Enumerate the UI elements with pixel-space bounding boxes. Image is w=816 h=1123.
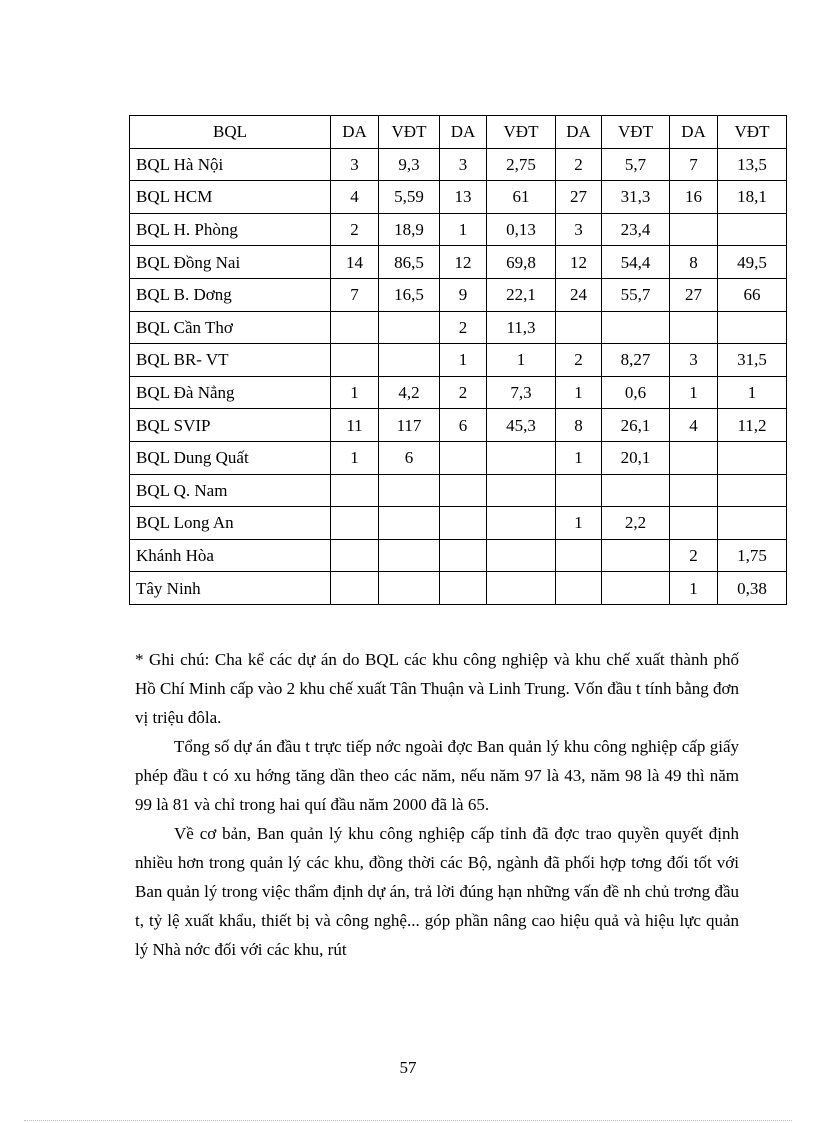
- table-cell: [379, 311, 440, 344]
- project-table: [129, 115, 787, 605]
- table-body: [130, 148, 787, 604]
- table-cell: 1: [331, 441, 379, 474]
- table-cell: 1: [440, 344, 487, 377]
- table-row: [130, 246, 787, 279]
- table-cell: 1: [556, 376, 602, 409]
- row-label-cell: BQL Q. Nam: [130, 474, 331, 507]
- table-cell: 5,7: [602, 148, 670, 181]
- table-cell: [487, 507, 556, 540]
- row-label-cell: BQL H. Phòng: [130, 213, 331, 246]
- header-cell: DA: [670, 116, 718, 149]
- header-cell: BQL: [130, 116, 331, 149]
- table-cell: [379, 572, 440, 605]
- table-cell: [440, 572, 487, 605]
- table-cell: 8: [556, 409, 602, 442]
- row-label-cell: BQL Đà Nẳng: [130, 376, 331, 409]
- table-cell: 18,1: [718, 181, 787, 214]
- header-cell: DA: [440, 116, 487, 149]
- table-cell: [556, 572, 602, 605]
- table-cell: 1: [556, 507, 602, 540]
- table-cell: 3: [440, 148, 487, 181]
- table-cell: 5,59: [379, 181, 440, 214]
- table-cell: [670, 311, 718, 344]
- table-cell: 6: [440, 409, 487, 442]
- table-cell: 4,2: [379, 376, 440, 409]
- table-cell: [331, 311, 379, 344]
- table-row: [130, 148, 787, 181]
- table-cell: 31,3: [602, 181, 670, 214]
- table-cell: 49,5: [718, 246, 787, 279]
- page-number: 57: [399, 1058, 417, 1077]
- table-cell: 2: [440, 311, 487, 344]
- table-row: [130, 213, 787, 246]
- table-cell: 3: [556, 213, 602, 246]
- table-cell: 0,38: [718, 572, 787, 605]
- table-row: [130, 474, 787, 507]
- table-cell: 16,5: [379, 278, 440, 311]
- table-cell: 20,1: [602, 441, 670, 474]
- table-cell: [487, 539, 556, 572]
- table-cell: 1: [331, 376, 379, 409]
- table-cell: [331, 572, 379, 605]
- table-cell: 1: [440, 213, 487, 246]
- table-cell: [331, 539, 379, 572]
- header-cell: VĐT: [379, 116, 440, 149]
- table-cell: [556, 311, 602, 344]
- table-row: [130, 507, 787, 540]
- table-row: [130, 344, 787, 377]
- table-cell: [331, 507, 379, 540]
- table-cell: 3: [331, 148, 379, 181]
- table-cell: 23,4: [602, 213, 670, 246]
- row-label-cell: BQL Hà Nội: [130, 148, 331, 181]
- table-cell: 2: [331, 213, 379, 246]
- table-cell: 12: [556, 246, 602, 279]
- table-cell: [602, 572, 670, 605]
- table-cell: 11: [331, 409, 379, 442]
- table-cell: 0,13: [487, 213, 556, 246]
- table-cell: 8: [670, 246, 718, 279]
- table-cell: 7: [670, 148, 718, 181]
- row-label-cell: Tây Ninh: [130, 572, 331, 605]
- table-cell: 8,27: [602, 344, 670, 377]
- table-cell: [440, 441, 487, 474]
- header-cell: VĐT: [487, 116, 556, 149]
- table-cell: 7,3: [487, 376, 556, 409]
- table-cell: [718, 441, 787, 474]
- table-cell: [379, 507, 440, 540]
- table-cell: [440, 507, 487, 540]
- paragraph: Tổng số dự án đầu t trực tiếp nớc ngoài đợc Ban quản lý khu công nghiệp cấp giấy phép đầu t có xu hớng tăng dần theo các năm, nếu năm 97 là 43, năm 98 là 49 thì năm 99 là 81 và chỉ trong hai quí đầu năm 2000 đã là 65.: [135, 737, 739, 814]
- table-row: [130, 441, 787, 474]
- table-cell: [718, 311, 787, 344]
- table-cell: 6: [379, 441, 440, 474]
- table-cell: 9: [440, 278, 487, 311]
- table-cell: [670, 474, 718, 507]
- table-cell: 2: [670, 539, 718, 572]
- table-cell: [718, 507, 787, 540]
- table-cell: [379, 539, 440, 572]
- header-cell: VĐT: [718, 116, 787, 149]
- table-cell: 2: [556, 344, 602, 377]
- table-cell: 2: [556, 148, 602, 181]
- table-row: [130, 278, 787, 311]
- row-label-cell: BQL B. Dơng: [130, 278, 331, 311]
- row-label-cell: BQL Dung Quất: [130, 441, 331, 474]
- table-note: * Ghi chú: Cha kể các dự án do BQL các khu công nghiệp và khu chế xuất thành phố Hồ Chí Minh cấp vào 2 khu chế xuất Tân Thuận và Linh Trung. Vốn đầu t tính bằng đơn vị triệu đôla.: [135, 650, 739, 727]
- table-cell: [718, 213, 787, 246]
- body-text: [135, 645, 739, 964]
- row-label-cell: BQL SVIP: [130, 409, 331, 442]
- table-cell: [440, 474, 487, 507]
- table-cell: 14: [331, 246, 379, 279]
- table-cell: 1: [718, 376, 787, 409]
- table-cell: 22,1: [487, 278, 556, 311]
- header-cell: DA: [331, 116, 379, 149]
- table-cell: [602, 474, 670, 507]
- table-cell: [487, 572, 556, 605]
- table-cell: 11,3: [487, 311, 556, 344]
- row-label-cell: BQL Cần Thơ: [130, 311, 331, 344]
- table-row: [130, 311, 787, 344]
- table-cell: [602, 311, 670, 344]
- table-cell: 54,4: [602, 246, 670, 279]
- table-cell: 4: [670, 409, 718, 442]
- table-cell: 2,75: [487, 148, 556, 181]
- table-header-row: [130, 116, 787, 149]
- table-cell: [670, 213, 718, 246]
- table-cell: [440, 539, 487, 572]
- table-row: [130, 572, 787, 605]
- table-cell: 66: [718, 278, 787, 311]
- table-cell: 13: [440, 181, 487, 214]
- table-cell: 11,2: [718, 409, 787, 442]
- table-cell: 4: [331, 181, 379, 214]
- row-label-cell: BQL Long An: [130, 507, 331, 540]
- table-cell: 45,3: [487, 409, 556, 442]
- table-cell: 18,9: [379, 213, 440, 246]
- header-cell: DA: [556, 116, 602, 149]
- table-cell: 1: [670, 572, 718, 605]
- table-cell: [331, 344, 379, 377]
- table-cell: [670, 507, 718, 540]
- header-cell: VĐT: [602, 116, 670, 149]
- table-cell: 69,8: [487, 246, 556, 279]
- table-cell: 7: [331, 278, 379, 311]
- table-cell: 86,5: [379, 246, 440, 279]
- table-cell: 16: [670, 181, 718, 214]
- table-cell: 55,7: [602, 278, 670, 311]
- table-cell: [487, 441, 556, 474]
- table-cell: 1: [556, 441, 602, 474]
- table-cell: 26,1: [602, 409, 670, 442]
- paragraph: Về cơ bản, Ban quản lý khu công nghiệp cấp tỉnh đã đợc trao quyền quyết định nhiều hơn trong quản lý các khu, đồng thời các Bộ, ngành đã phối hợp tơng đối tốt với Ban quản lý trong việc thẩm định dự án, trả lời đúng hạn những vấn đề nh chủ trơng đầu t, tỷ lệ xuất khẩu, thiết bị và công nghệ... góp phần nâng cao hiệu quả và hiệu lực quản lý Nhà nớc đối với các khu, rút: [135, 824, 739, 959]
- table-cell: 3: [670, 344, 718, 377]
- row-label-cell: Khánh Hòa: [130, 539, 331, 572]
- table-cell: [556, 539, 602, 572]
- table-row: [130, 409, 787, 442]
- table-cell: 24: [556, 278, 602, 311]
- row-label-cell: BQL HCM: [130, 181, 331, 214]
- table-cell: 27: [670, 278, 718, 311]
- table-cell: 1: [670, 376, 718, 409]
- page-edge-divider: [24, 1120, 792, 1121]
- table-row: [130, 539, 787, 572]
- table-cell: 2: [440, 376, 487, 409]
- table-cell: [379, 474, 440, 507]
- table-cell: 61: [487, 181, 556, 214]
- row-label-cell: BQL Đồng Nai: [130, 246, 331, 279]
- table-cell: [602, 539, 670, 572]
- table-cell: 2,2: [602, 507, 670, 540]
- table-cell: 31,5: [718, 344, 787, 377]
- table-cell: [379, 344, 440, 377]
- table-cell: 9,3: [379, 148, 440, 181]
- table-cell: [487, 474, 556, 507]
- table-row: [130, 181, 787, 214]
- table-cell: 117: [379, 409, 440, 442]
- table-cell: [556, 474, 602, 507]
- table-cell: 1,75: [718, 539, 787, 572]
- table-cell: [718, 474, 787, 507]
- table-cell: 0,6: [602, 376, 670, 409]
- table-cell: 12: [440, 246, 487, 279]
- table-cell: 13,5: [718, 148, 787, 181]
- table-cell: [331, 474, 379, 507]
- table-cell: 27: [556, 181, 602, 214]
- table-row: [130, 376, 787, 409]
- row-label-cell: BQL BR- VT: [130, 344, 331, 377]
- table-cell: 1: [487, 344, 556, 377]
- table-cell: [670, 441, 718, 474]
